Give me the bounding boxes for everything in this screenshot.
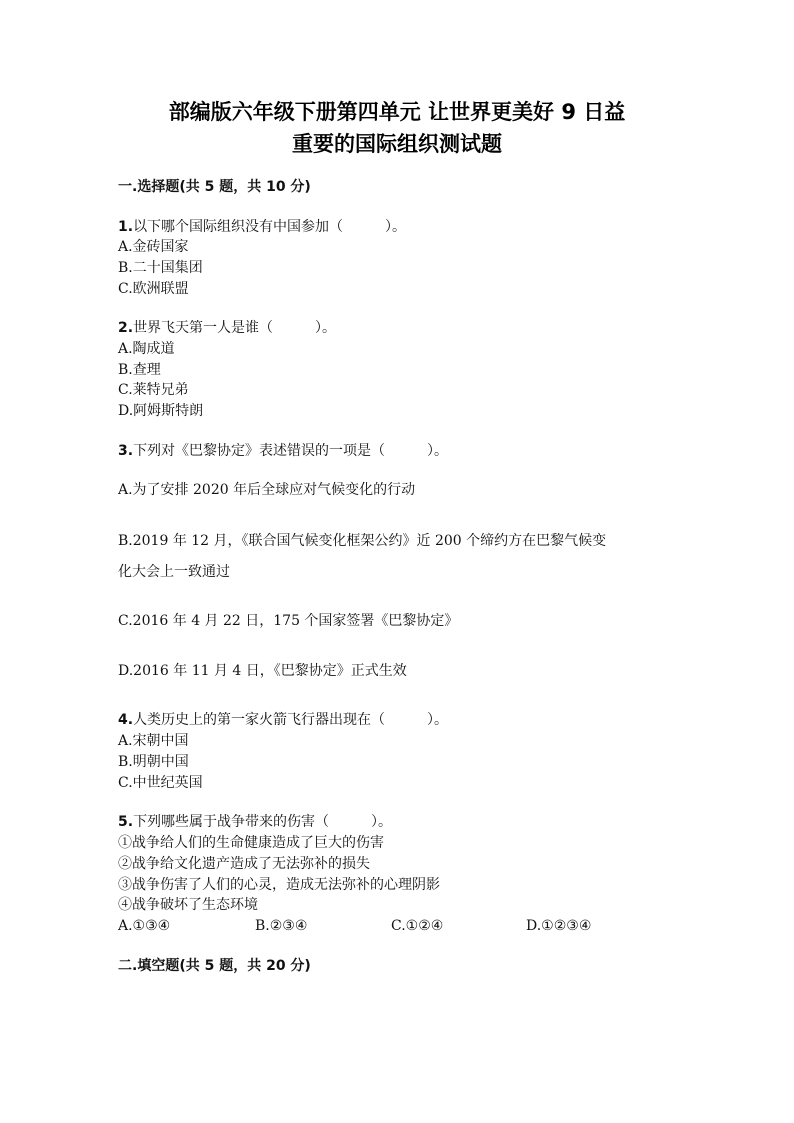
question-4-option-b: B.明朝中国 (118, 754, 189, 770)
question-text: 人类历史上的第一家火箭飞行器出现在（ ）。 (133, 712, 449, 728)
question-5-statement-1: ①战争给人们的生命健康造成了巨大的伤害 (118, 835, 384, 851)
question-text: 以下哪个国际组织没有中国参加（ ）。 (133, 219, 407, 235)
question-3-option-d: D.2016 年 11 月 4 日，《巴黎协定》正式生效 (118, 663, 407, 679)
question-number: 1. (118, 219, 134, 235)
question-1-option-c: C.欧洲联盟 (118, 281, 189, 297)
question-3-option-b: B.2019 年 12 月，《联合国气候变化框架公约》近 200 个缔约方在巴黎气候变 (118, 533, 607, 549)
page-title-line-1: 部编版六年级下册第四单元 让世界更美好 9 日益 (168, 100, 626, 124)
question-1-option-b: B.二十国集团 (118, 260, 203, 276)
question-4-option-c: C.中世纪英国 (118, 775, 203, 791)
question-5-option-a: A.①③④ (118, 918, 171, 934)
question-text: 世界飞天第一人是谁（ ）。 (133, 320, 337, 336)
page-title-line-2: 重要的国际组织测试题 (292, 132, 502, 156)
question-5-statement-3: ③战争伤害了人们的心灵，造成无法弥补的心理阴影 (118, 877, 440, 893)
question-3-stem (118, 441, 448, 461)
question-2-stem (118, 318, 336, 338)
section-heading-choice: 一.选择题(共 5 题，共 10 分) (118, 179, 311, 195)
question-number: 3. (118, 443, 134, 459)
question-5-statement-2: ②战争给文化遗产造成了无法弥补的损失 (118, 856, 370, 872)
question-4-option-a: A.宋朝中国 (118, 733, 189, 749)
question-2-option-a: A.陶成道 (118, 341, 175, 357)
question-3-option-b-continued: 化大会上一致通过 (118, 564, 230, 580)
question-5-option-b: B.②③④ (255, 918, 308, 934)
question-2-option-d: D.阿姆斯特朗 (118, 403, 204, 419)
question-text: 下列对《巴黎协定》表述错误的一项是（ ）。 (133, 443, 449, 459)
question-3-option-c: C.2016 年 4 月 22 日，175 个国家签署《巴黎协定》 (118, 613, 459, 629)
question-2-option-c: C.莱特兄弟 (118, 382, 189, 398)
question-number: 2. (118, 320, 134, 336)
question-4-stem (118, 710, 448, 730)
question-5-option-c: C.①②④ (391, 918, 444, 934)
question-number: 5. (118, 814, 134, 830)
question-1-option-a: A.金砖国家 (118, 239, 189, 255)
question-number: 4. (118, 712, 134, 728)
question-text: 下列哪些属于战争带来的伤害（ ）。 (133, 814, 393, 830)
section-heading-fill-in: 二.填空题(共 5 题，共 20 分) (118, 958, 311, 974)
question-5-option-d: D.①②③④ (526, 918, 592, 934)
question-2-option-b: B.查理 (118, 362, 161, 378)
question-5-statement-4: ④战争破坏了生态环境 (118, 897, 258, 913)
question-5-stem (118, 812, 392, 832)
question-1-stem (118, 217, 406, 237)
question-3-option-a: A.为了安排 2020 年后全球应对气候变化的行动 (118, 482, 416, 498)
